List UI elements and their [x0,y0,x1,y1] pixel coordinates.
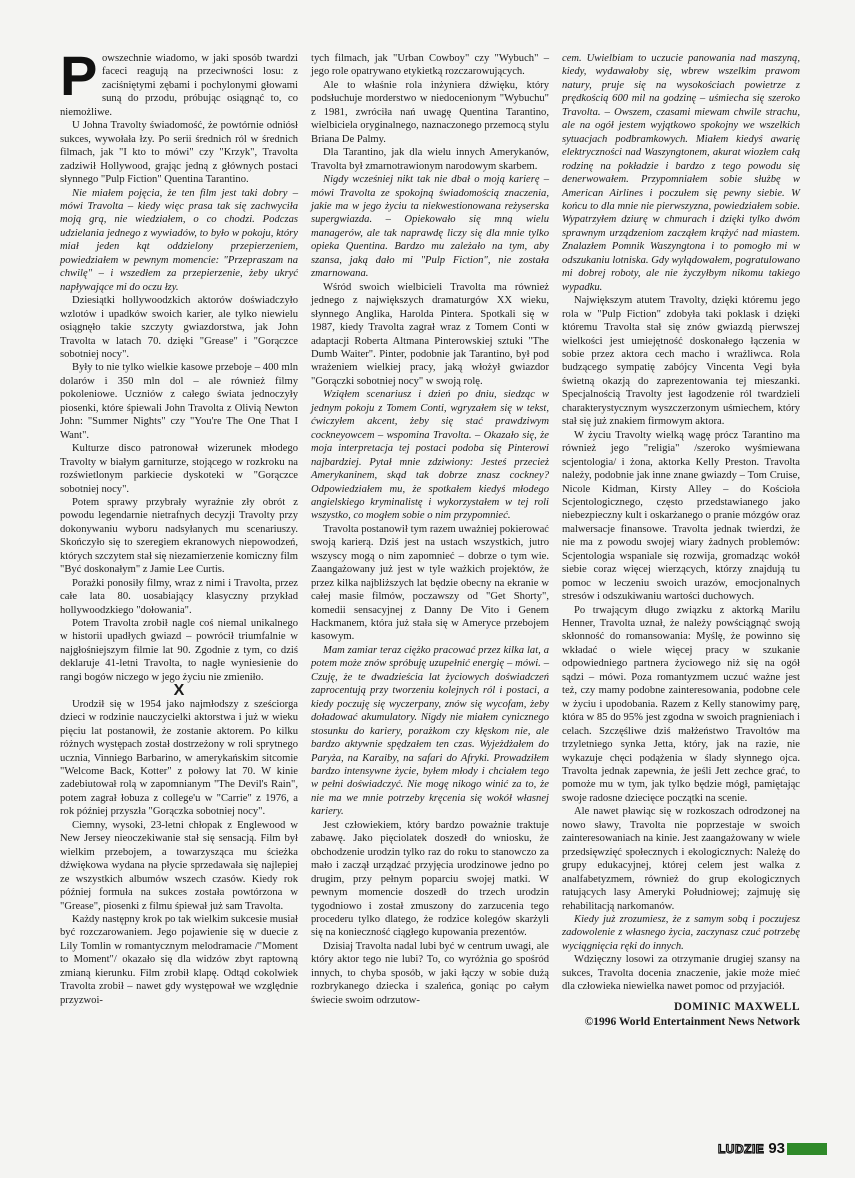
paragraph: Potem sprawy przybrały wyraźnie zły obrót z powodu legendarnie nietrafnych decyzji Travolty przy dokonywaniu wyboru nadsyłanych mu scenariuszy. Skończyło się to szeregiem ekranowych niepowodzeń, których szczytem stał się niezamierzenie komiczny film "Być doskonałym" z Jamie Lee Curtis. [60,496,298,576]
quote-paragraph: Mam zamiar teraz ciężko pracować przez kilka lat, a potem może znów spróbuję uzupełnić energię – mówi. – Czuję, że te dwadzieścia lat życiowych doświadczeń zaprocentują przy tworzeniu kolejnych ról i postaci, a kiedy poczuję się wyczerpany, znów się wycofam, żeby doładować akumulatory. Nigdy nie miałem cynicznego stosunku do kariery, porażkom czy kłęskom nie, ale bardzo aktywnie spędzałem ten czas. Wyjeżdżałem do Paryża, na Karaiby, na safari do Afryki. Prowadziłem bardzo intensywne życie, byłem młody i chciałem tego w pełni doświadczyć. Nie mogę nikogo winić za to, że nie ma we mnie potrzeby kręcenia się wokół własnej kariery. [311,644,549,818]
paragraph: Porażki ponosiły filmy, wraz z nimi i Travolta, przez całe lata 80. uosabiający klasyczny przykład hollywoodzkiego "dołowania". [60,577,298,616]
paragraph: U Johna Travolty świadomość, że powtórnie odniósł sukces, wywołała łzy. Po serii średnich ról w średnich filmach, jak "I kto to mówi" czy "Krzyk", Travolta zadziwił Hollywood, grając jedną z głównych postaci słynnego "Pulp Fiction" Quentina Tarantino. [60,120,298,186]
paragraph: Dzisiaj Travolta nadal lubi być w centrum uwagi, ale który aktor tego nie lubi? To, co wyróżnia go spośród innych, to chyba sposób, w jaki łączy w sobie dużą rozbrykanego dziecka i szaleńca, goniąc po całym świecie swoim odrzutow- [311,940,549,1006]
author-name: DOMINIC MAXWELL [673,1000,800,1013]
column-3 [562,52,800,1030]
magazine-logo: LUDZIE [717,1141,765,1156]
paragraph: Każdy następny krok po tak wielkim sukcesie musiał być rozczarowaniem. Jego pojawienie się w duecie z Lily Tomlin w romantycznym melodramacie /"Moment to Moment"/ okazało się dla widzów zbyt raptowną zmianą kierunku. Film zrobił klapę. Odtąd cokolwiek Travolta zrobił – nawet gdy występował we względnie przyzwoi- [60,914,298,1006]
paragraph: Potem Travolta zrobił nagle coś niemal unikalnego w historii upadłych gwiazd – powrócił triumfalnie w najgłośniejszym filmie lat 90. Zgodnie z tym, co dziś deklaruje 41-letni Travolta, to nagłe wyniesienie do rangi bogów niczego w jego życiu nie zmieniło. [60,618,298,683]
quote-paragraph: Nie miałem pojęcia, że ten film jest taki dobry – mówi Travolta – kiedy więc prasa tak się zachwyciła moją grą, nie wiedziałem, o co chodzi. Podczas udzielania jednego z wywiadów, to było w pokoju, który miał jeden kąt oddzielony przepierzeniem, powiedziałem w pewnym momencie: "Przepraszam na chwilę" – i wszedłem za przepierzenie, żeby ukryć napływające mi do oczu łzy. [60,187,298,293]
paragraph: Były to nie tylko wielkie kasowe przeboje – 400 mln dolarów i 350 mln dol – ale również filmy pokoleniowe. Uczniów z całego świata jednoczyły piosenki, które śpiewali John Travolta z Olivią Newton John: "Summer Nights" czy "You're The One That I Want". [60,362,298,441]
column-2 [311,52,549,1030]
accent-bar [787,1143,827,1155]
quote-paragraph: cem. Uwielbiam to uczucie panowania nad maszyną, kiedy, wydawałoby się, wbrew wszelkim prawom natury, pruje się na wysokościach powietrze z prędkością 600 mil na godzinę – uśmiecha się szeroko Travolta. – Owszem, czasami miewam chwile strachu, ale na ogół jestem wyjątkowo spokojny we wszelkich sytuacjach podbramkowych. Miałem kiedyś awarię elektryczności nad Waszyngtonem, akurat wiozłem całą rodzinę na pokładzie i bardzo z tego powodu się denerwowałem. Przypomniałem sobie służbę w American Airlines i poczułem się pewny siebie. W końcu to dla mnie nie pierwszyzna, powiedziałem sobie. Wypatrzyłem dziurę w chmurach i dzięki tylko dwóm sprawnym urządzeniom zacząłem krążyć nad miastem. Znalazłem Pomnik Waszyngtona i to pomogło mi w odszukaniu lotniska. Gdy wylądowałem, pogratulowano mi dobrej roboty, ale nie życzyłbym nikomu takiego wypadku. [562,53,800,293]
copyright-notice: ©1996 World Entertainment News Network [584,1015,800,1028]
paragraph: Dla Tarantino, jak dla wielu innych Amerykanów, Travolta był zmarnotrawionym narodowym skarbem. [311,147,549,172]
paragraph: Travolta postanowił tym razem uważniej pokierować swoją karierą. Dziś jest na ustach wszystkich, jutro wszyscy mogą o nim zapomnieć – dobrze o tym wie. Zaangażowany już jest w tyle ważkich projektów, że przez kilka najbliższych lat będzie obecny na ekranie w całej masie filmów, poczawszy od "Get Shorty", komedii sensacyjnej z Danny De Vito i Genem Hackmanem, która już stała się w Ameryce przebojem kasowym. [311,523,549,643]
paragraph: Wśród swoich wielbicieli Travolta ma również jednego z największych dramaturgów XX wieku, słynnego Anglika, Harolda Pintera. Spotkali się w 1987, kiedy Travolta zagrał wraz z Tomem Conti w adaptacji Roberta Altmana Pinterowskiej sztuki "The Dumb Waiter". Pinter, podobnie jak Tarantino, był pod wrażeniem wielkiej pracy, jaką włożył gwiazdor "Gorączki sobotniej nocy" w swoją rolę. [311,281,549,387]
paragraph: W życiu Travolty wielką wagę prócz Tarantino ma również jego "religia" /szeroko wyśmiewana scjentologia/ i żona, aktorka Kelly Preston. Travolta należy, podobnie jak inne znane gwiazdy – Tom Cruise, Nicole Kidman, Kirsty Alley – do Kościoła Scjentologicznego, często przedstawianego jako niebezpieczny kult i oskarżanego o pranie mózgów oraz malwersacje finansowe. Travolta jednak twierdzi, że nie ma z powodu swojej wiary żadnych problemów: Scjentologia wspaniale się rozwija, gromadząc wokół siebie coraz więcej wierzących, którzy znajdują tu pomoc w leczeniu swoich urazów, emocjonalnych stresów i odszukiwaniu wartości duchowych. [562,429,800,603]
paragraph: Dziesiątki hollywoodzkich aktorów doświadczyło wzlotów i upadków swoich karier, ale tylko niewielu osiągnęło takie szczyty gwiazdorstwa, jak John Travolta w latach 70. dzięki "Grease" i "Gorączce sobotniej nocy". [60,295,298,360]
paragraph: Ale to właśnie rola inżyniera dźwięku, który podsłuchuje morderstwo w niedocenionym "Wybuchu" z 1981, zwróciła nań uwagę Quentina Tarantino, wielbiciela oryginalnego, naznaczonego przemocą stylu Briana De Palmy. [311,79,549,145]
paragraph: Ciemny, wysoki, 23-letni chłopak z Englewood w New Jersey nieoczekiwanie stał się sensacją. Film był wielkim przebojem, a towarzysząca mu ścieżka dźwiękowa wydana na płycie sprzedawała się najlepiej ze wszystkich albumów wszech czasów. Kiedy rok później formuła na sukces została powtórzona w "Grease", piosenki z filmu śpiewał już sam Travolta. [60,819,298,912]
byline [562,1000,800,1030]
paragraph: Powszechnie wiadomo, w jaki sposób twardzi faceci reagują na przeciwności losu: z zaciśniętymi zębami i pochylonymi głowami suną do przodu, próbując osiągnąć to, co niemożliwe. [60,44,298,118]
paragraph: tych filmach, jak "Urban Cowboy" czy "Wybuch" – jego role opatrywano etykietką rozczarowujących. [311,53,549,78]
paragraph: Wdzięczny losowi za otrzymanie drugiej szansy na sukces, Travolta docenia znaczenie, jakie może mieć dla człowieka niewielka nawet pomoc od przyjaciół. [562,954,800,993]
page-footer [718,1140,827,1157]
page-number: 93 [768,1140,785,1157]
quote-paragraph: Nigdy wcześniej nikt tak nie dbał o moją karierę – mówi Travolta ze spokojną świadomością znaczenia, jakie ma w jego życiu ta niekwestionowana reżyserska supergwiazda. – Opiekowało się mną wielu managerów, ale tak naprawdę liczy się dla mnie tylko opieka Quentina. Bardzo mu zależało na tym, aby szansa, jaką dało mi "Pulp Fiction", nie została zmarnowana. [311,174,549,280]
column-1 [60,44,298,1030]
paragraph: Urodził się w 1954 jako najmłodszy z sześciorga dzieci w rodzinie nauczycielki aktorstwa i już w wieku pięciu lat postanowił, że zostanie aktorem. Po kilku różnych występach został dostrzeżony w roli sprytnego ucznia, Vinniego Barbarino, w amerykańskim sitcomie "Welcome Back, Kotter" z połowy lat 70. W kinie zadebiutował rolą w zapomnianym "The Devil's Rain", potem zagrał łobuza z college'u w "Carrie" z 1976, a rok później przyszła "Gorączka sobotniej nocy". [60,698,298,818]
section-divider: X [173,682,185,700]
quote-paragraph: Wziąłem scenariusz i dzień po dniu, siedząc w jednym pokoju z Tomem Conti, wgryzałem się w tekst, ćwiczyłem akcent, żeby się stać prawdziwym cockneyowcem – wspomina Travolta. – Okazało się, że moja interpretacja tej postaci podoba się Pinterowi najbardziej. Pytał mnie zdziwiony: Jesteś przecież Amerykaninem, skąd tak dobrze znasz cockney? Odpowiedziałem mu, że spotkałem kiedyś młodego angielskiego kryminalistę i wykorzystałem w tej roli wszystko, co mogłem sobie o nim przypomnieć. [311,389,549,522]
quote-paragraph: Kiedy już zrozumiesz, że z samym sobą i poczujesz zadowolenie z własnego życia, zaczynasz czuć potrzebę wyciągnięcia ręki do innych. [562,914,800,952]
paragraph: Po trwającym długo związku z aktorką Marilu Henner, Travolta uznał, że należy powściągnąć swoją skłonność do romansowania: Myślę, że powinno się wkładać o wiele więcej pracy w szukanie odpowiedniego partnera życiowego niż się na ogół sądzi – mówi. Poza romantyzmem uczuć ważne jest też, czy mamy podobne zainteresowania, podobne cele w życiu i upodobania. Razem z Kelly stanowimy parę, która w 85 do 95% jest zgodna w swoich pragnieniach i celach. Szczęśliwe dziś małżeństwo Travoltów ma trzyletniego synka Jetta, który, jak na razie, nie wykazuje chęci podążenia w ślady słynnego ojca. Travolta jednak zapewnia, że jeśli Jett zechce grać, to pomoże mu w tym, jak tylko będzie mógł, pamiętając swoje radosne dziecięce początki na scenie. [562,604,800,804]
article-body [60,44,800,1030]
paragraph: Jest człowiekiem, który bardzo poważnie traktuje zabawę. Jako pięciolatek doszedł do wniosku, że obchodzenie urodzin tylko raz do roku to stanowczo za mało i zaczął urządzać przyjęcia urodzinowe jedno po drugim, przy pełnym poparciu swojej matki. W pewnym momencie doszedł do trzech urodzin tygodniowo i został zmuszony do zarzucenia tego procederu tylko dlatego, że rodzice kolegów skarżyli się na konieczność ciągłego kupowania prezentów. [311,819,549,939]
dropcap: P [60,44,98,107]
paragraph: Ale nawet pławiąc się w rozkoszach odrodzonej na nowo sławy, Travolta nie poprzestaje w swoich zainteresowaniach na kinie. Jest zaangażowany w wiele przedsięwzięć społecznych i ekologicznych: Należę do grupy edukacyjnej, której celem jest walka z analfabetyzmem, również do grup ekologicznych ratujących lasy Ameryki Południowej; zajmuję się rehabilitacją narkomanów. [562,806,800,912]
paragraph: Kulturze disco patronował wizerunek młodego Travolty w białym garniturze, stojącego w rozkroku na rozświetlonym parkiecie dyskoteki w "Gorączce sobotniej nocy". [60,443,298,495]
paragraph: Największym atutem Travolty, dzięki któremu jego rola w "Pulp Fiction" zdobyła taki poklask i dzięki któremu Travolta stał się znów gwiazdą pierwszej wielkości jest umiejętność doskonałego łączenia w sobie przez aktora cech macho i wrażliwca. Rola budzącego sympatię zabójcy Vincenta Vegi była świetną okazją do zaprezentowania tej mieszanki. Specjalnością Travolty jest łagodzenie ról twardzieli charakterystycznym wyszczerzonym uśmiechem, który stał się już znakiem firmowym aktora. [562,295,800,428]
